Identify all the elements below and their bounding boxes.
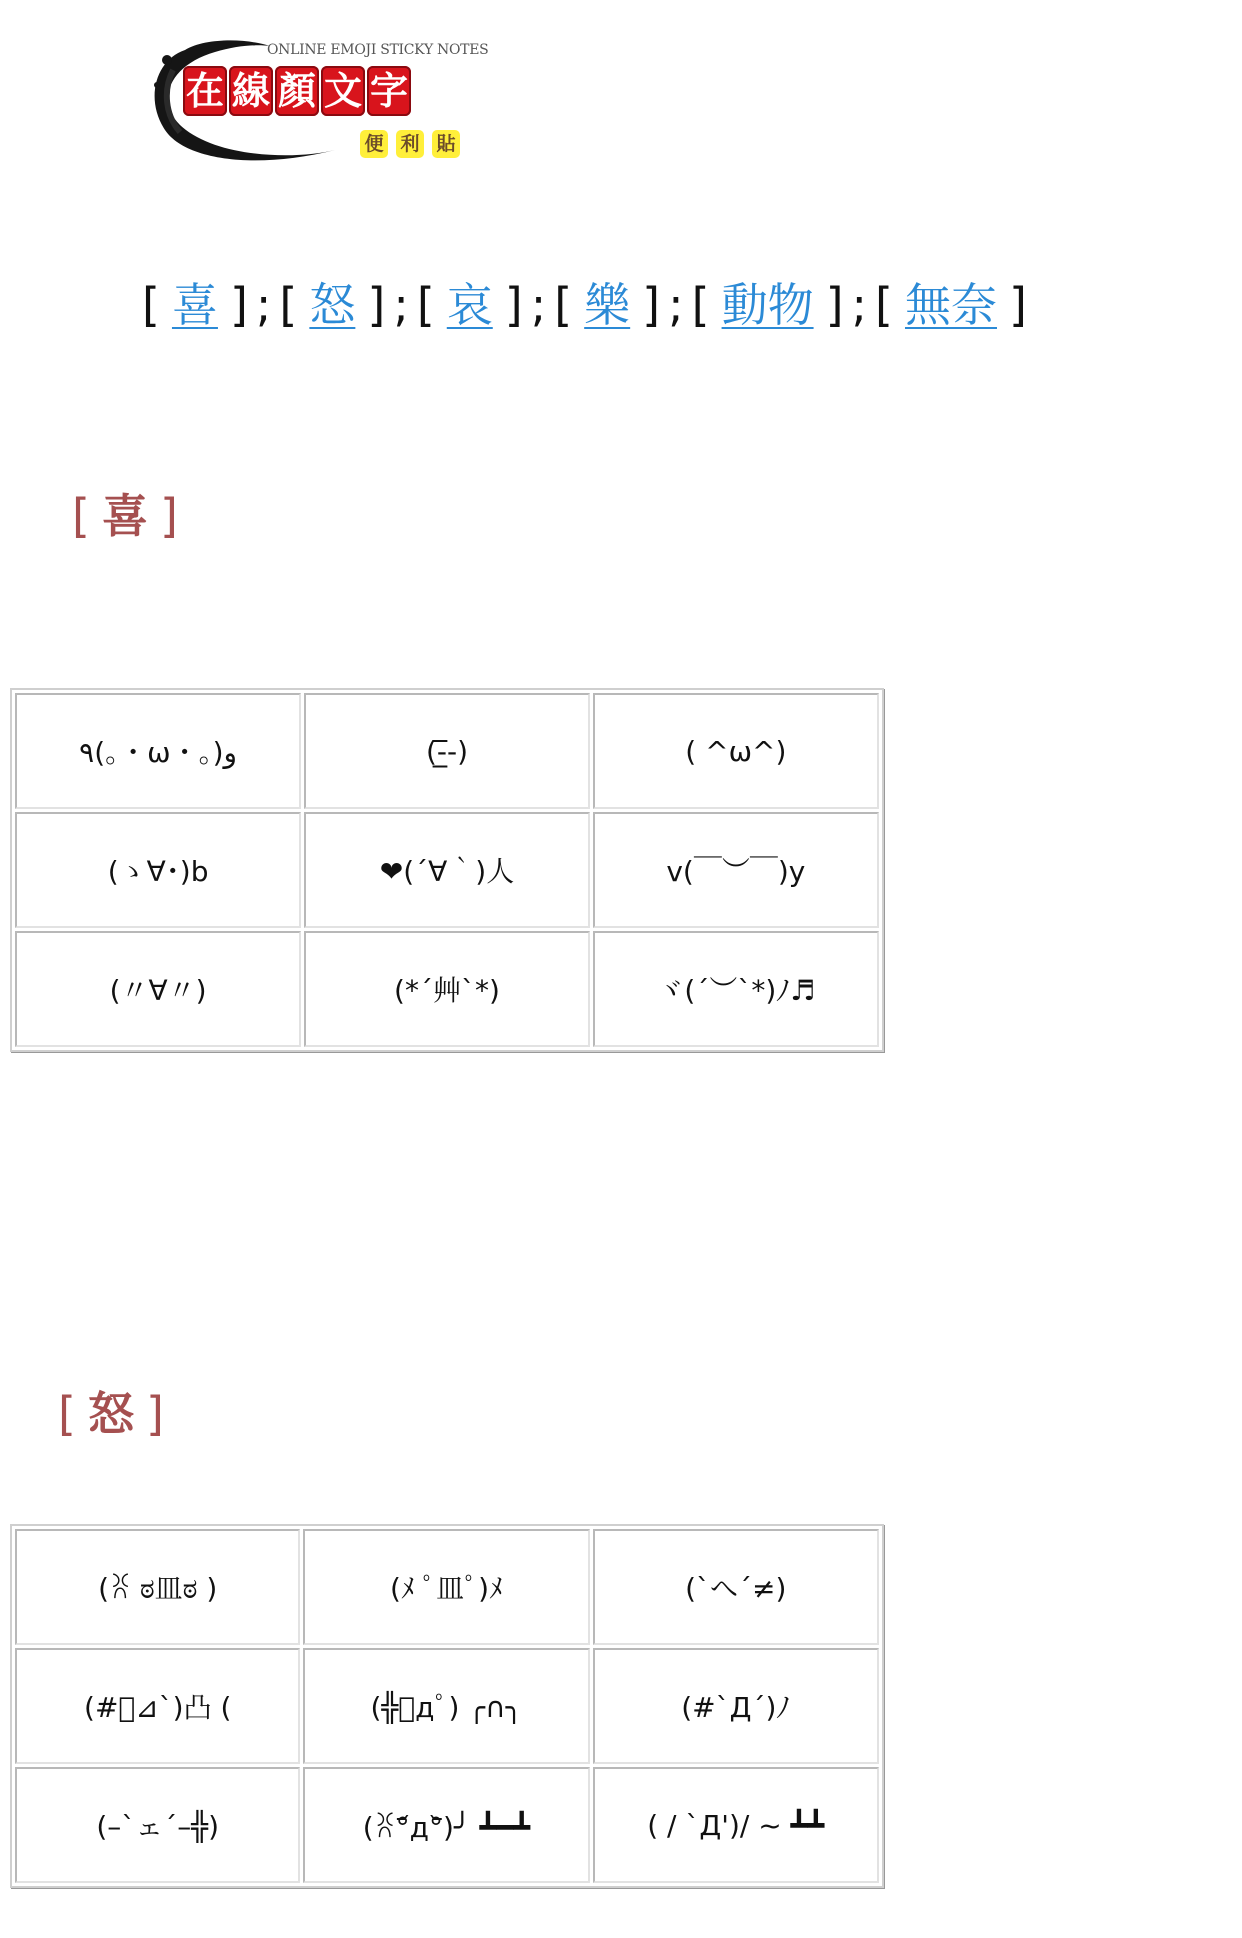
emoji-cell[interactable]: ヾ(´︶`*)ﾉ♬ [593, 931, 879, 1047]
nav-separator: ; [530, 278, 547, 332]
emoji-cell[interactable]: (ꐦ°᷄д°᷅)╯ ┻━┻ [303, 1767, 589, 1883]
logo-sub-char: 便 [360, 130, 388, 158]
nav-bracket-close: ] [1008, 278, 1027, 332]
emoji-cell[interactable]: (-̲̲̅̅-) [304, 693, 590, 809]
nav-bracket-close: ] [367, 278, 386, 332]
emoji-cell[interactable]: v(￣︶￣)y [593, 812, 879, 928]
emoji-cell[interactable]: ( / `Д')/ ~ ┻┻ [593, 1767, 879, 1883]
logo-char: 字 [367, 66, 411, 116]
section-title: 喜 [101, 489, 150, 543]
emoji-cell[interactable]: (ﾒ ﾟ皿ﾟ)ﾒ [303, 1529, 589, 1645]
category-nav [138, 270, 1138, 340]
nav-bracket-open: [ [554, 278, 573, 332]
nav-bracket-open: [ [416, 278, 435, 332]
logo-char: 文 [321, 66, 365, 116]
emoji-cell[interactable]: (╬ﾟдﾟ) ╭∩╮ [303, 1648, 589, 1764]
table-row [15, 1529, 879, 1645]
logo-char: 線 [229, 66, 273, 116]
site-logo[interactable] [145, 30, 505, 170]
section-heading-joy [62, 480, 190, 546]
table-row [15, 693, 879, 809]
section-heading-anger [48, 1378, 176, 1444]
emoji-cell[interactable]: (#`Д´)ﾉ [593, 1648, 879, 1764]
nav-separator: ; [255, 278, 272, 332]
logo-sub-char: 利 [396, 130, 424, 158]
table-row [15, 812, 879, 928]
emoji-cell[interactable]: (–`ェ´–╬) [15, 1767, 300, 1883]
emoji-cell[interactable]: ٩(｡・ω・｡)و [15, 693, 301, 809]
section-title: 怒 [87, 1387, 136, 1441]
emoji-cell[interactable]: (#ﾟ⊿`)凸 ( [15, 1648, 300, 1764]
nav-bracket-close: ] [504, 278, 523, 332]
nav-bracket-open: [ [691, 278, 710, 332]
table-row [15, 1767, 879, 1883]
emoji-cell[interactable]: (*´艸`*) [304, 931, 590, 1047]
emoji-cell[interactable]: ❤(´∀｀)人 [304, 812, 590, 928]
nav-separator: ; [851, 278, 868, 332]
nav-bracket-close: ] [825, 278, 844, 332]
nav-link-helpless[interactable]: 無奈 [904, 278, 997, 332]
nav-bracket-open: [ [142, 278, 160, 332]
emoji-cell[interactable]: (`へ´≠) [593, 1529, 879, 1645]
nav-link-joy[interactable]: 喜 [171, 278, 218, 332]
heading-bracket-close: ] [159, 489, 180, 543]
logo-subtitle [360, 130, 460, 158]
emoji-cell[interactable]: (ゝ∀･)b [15, 812, 301, 928]
nav-link-animals[interactable]: 動物 [721, 278, 814, 332]
table-row [15, 931, 879, 1047]
nav-link-happy[interactable]: 樂 [584, 278, 631, 332]
nav-link-sorrow[interactable]: 哀 [446, 278, 493, 332]
emoji-table-joy [10, 688, 884, 1052]
nav-bracket-close: ] [642, 278, 661, 332]
heading-bracket-open: [ [72, 489, 92, 543]
logo-english-text: ONLINE EMOJI STICKY NOTES [267, 42, 489, 58]
logo-char: 在 [183, 66, 227, 116]
emoji-cell[interactable]: (〃∀〃) [15, 931, 301, 1047]
heading-bracket-close: ] [145, 1387, 166, 1441]
nav-bracket-close: ] [229, 278, 248, 332]
heading-bracket-open: [ [58, 1387, 78, 1441]
nav-bracket-open: [ [279, 278, 298, 332]
nav-link-anger[interactable]: 怒 [309, 278, 356, 332]
nav-bracket-open: [ [875, 278, 893, 332]
nav-separator: ; [393, 278, 409, 332]
logo-title [183, 66, 411, 116]
logo-char: 顏 [275, 66, 319, 116]
emoji-cell[interactable]: ( ^ω^) [593, 693, 879, 809]
logo-sub-char: 貼 [432, 130, 460, 158]
nav-separator: ; [668, 278, 684, 332]
emoji-table-anger [10, 1524, 884, 1888]
emoji-cell[interactable]: (ꐦ ಠ皿ಠ ) [15, 1529, 300, 1645]
table-row [15, 1648, 879, 1764]
